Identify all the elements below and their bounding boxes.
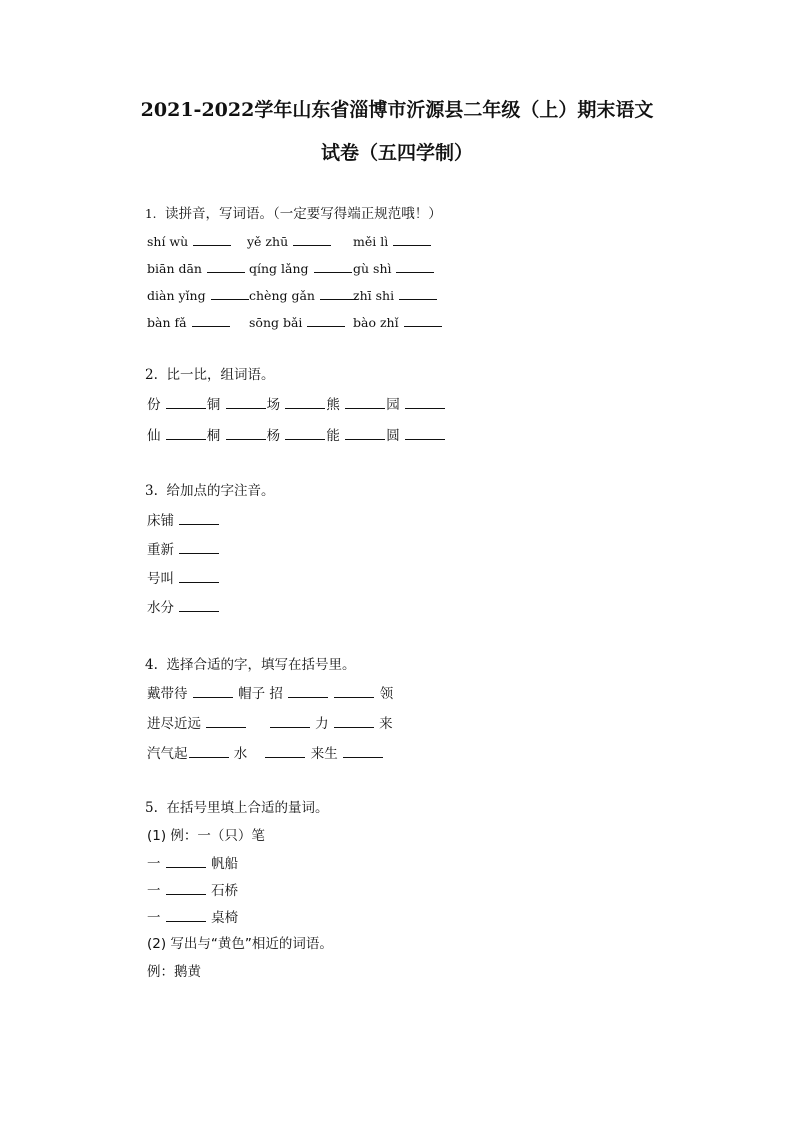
pinyin: shí wù xyxy=(147,234,189,249)
pinyin-item xyxy=(147,312,249,333)
pinyin: sōng bǎi xyxy=(249,315,303,330)
character: 仙 xyxy=(147,428,161,444)
word: 来生 xyxy=(310,746,338,762)
word: 桌椅 xyxy=(211,910,239,926)
answer-blank[interactable] xyxy=(166,853,206,868)
answer-blank[interactable] xyxy=(334,713,374,728)
character: 能 xyxy=(326,428,340,444)
answer-blank[interactable] xyxy=(226,394,266,409)
pinyin-row xyxy=(147,312,443,333)
answer-blank[interactable] xyxy=(405,394,445,409)
question-text: 比一比，组词语。 xyxy=(166,367,275,383)
answer-blank[interactable] xyxy=(192,312,230,327)
answer-blank[interactable] xyxy=(166,394,206,409)
measure-word-item xyxy=(147,880,238,901)
answer-blank[interactable] xyxy=(265,743,305,758)
answer-blank[interactable] xyxy=(179,510,219,525)
answer-blank[interactable] xyxy=(307,312,345,327)
pinyin-item xyxy=(353,231,432,252)
pinyin: qíng lǎng xyxy=(249,261,309,276)
example-text: 例：鹅黄 xyxy=(147,964,201,980)
choose-row xyxy=(147,683,393,704)
choice-chars: 汽气起 xyxy=(147,746,188,762)
answer-blank[interactable] xyxy=(285,425,325,440)
question-3-header xyxy=(145,481,274,501)
compare-row xyxy=(147,394,446,415)
phonetic-item xyxy=(147,539,220,560)
choice-chars: 戴带待 xyxy=(147,686,188,702)
pinyin: biān dān xyxy=(147,261,202,276)
answer-blank[interactable] xyxy=(288,683,328,698)
pinyin: bào zhǐ xyxy=(353,315,399,330)
measure-word-item xyxy=(147,853,238,874)
character: 杨 xyxy=(266,428,281,444)
answer-blank[interactable] xyxy=(293,231,331,246)
word: 重新 xyxy=(147,542,174,558)
character: 份 xyxy=(147,397,161,413)
answer-blank[interactable] xyxy=(396,258,434,273)
document-title-line1: 2021-2022学年山东省淄博市沂源县二年级（上）期末语文 xyxy=(140,99,654,121)
word: 领 xyxy=(379,686,394,702)
character: 桐 xyxy=(206,428,221,444)
answer-blank[interactable] xyxy=(343,743,383,758)
character: 圆 xyxy=(386,428,400,444)
answer-blank[interactable] xyxy=(166,880,206,895)
word: 水分 xyxy=(147,600,174,616)
document-title-line2: 试卷（五四学制） xyxy=(320,142,473,164)
sub-question-1: (1) 例：一（只）笔 xyxy=(147,828,265,844)
answer-blank[interactable] xyxy=(166,907,206,922)
answer-blank[interactable] xyxy=(189,743,229,758)
sub-question-2: (2) 写出与“黄色”相近的词语。 xyxy=(147,936,333,952)
choose-row xyxy=(147,713,393,734)
pinyin: chèng gǎn xyxy=(249,288,315,303)
measure-word-item xyxy=(147,907,238,928)
pinyin-item xyxy=(249,258,353,279)
answer-blank[interactable] xyxy=(207,258,245,273)
word: 一 xyxy=(147,910,161,926)
phonetic-item xyxy=(147,597,220,618)
answer-blank[interactable] xyxy=(334,683,374,698)
question-number: 4. xyxy=(145,657,158,673)
word: 力 xyxy=(315,716,329,732)
answer-blank[interactable] xyxy=(393,231,431,246)
choice-chars: 进尽近远 xyxy=(147,716,201,732)
answer-blank[interactable] xyxy=(314,258,352,273)
compare-row xyxy=(147,425,446,446)
word: 水 xyxy=(233,746,248,762)
pinyin-item xyxy=(249,312,353,333)
word: 帆船 xyxy=(211,856,239,872)
word: 帽子 xyxy=(238,686,266,702)
pinyin: zhī shi xyxy=(353,288,395,303)
pinyin-item xyxy=(247,231,353,252)
answer-blank[interactable] xyxy=(179,568,219,583)
question-text: 读拼音，写词语。（一定要写得端正规范哦！） xyxy=(165,206,442,222)
question-text: 给加点的字注音。 xyxy=(166,483,275,499)
pinyin-item xyxy=(353,285,438,306)
word: 号叫 xyxy=(147,571,174,587)
pinyin: bàn fǎ xyxy=(147,315,187,330)
answer-blank[interactable] xyxy=(193,231,231,246)
phonetic-item xyxy=(147,568,220,589)
question-text: 选择合适的字，填写在括号里。 xyxy=(166,657,356,673)
answer-blank[interactable] xyxy=(179,597,219,612)
answer-blank[interactable] xyxy=(193,683,233,698)
question-1-header xyxy=(145,204,442,224)
answer-blank[interactable] xyxy=(345,394,385,409)
pinyin: měi lì xyxy=(353,234,389,249)
answer-blank[interactable] xyxy=(226,425,266,440)
question-number: 5. xyxy=(145,800,158,816)
answer-blank[interactable] xyxy=(404,312,442,327)
answer-blank[interactable] xyxy=(166,425,206,440)
pinyin-row xyxy=(147,285,438,306)
word: 一 xyxy=(147,856,161,872)
pinyin-item xyxy=(353,258,435,279)
answer-blank[interactable] xyxy=(206,713,246,728)
character: 场 xyxy=(266,397,281,413)
answer-blank[interactable] xyxy=(345,425,385,440)
pinyin-item xyxy=(249,285,353,306)
answer-blank[interactable] xyxy=(405,425,445,440)
pinyin-item xyxy=(353,312,443,333)
character: 园 xyxy=(386,397,400,413)
pinyin-row xyxy=(147,231,432,252)
pinyin-item xyxy=(147,285,249,306)
question-number: 1. xyxy=(145,207,157,221)
word: 一 xyxy=(147,883,161,899)
question-text: 在括号里填上合适的量词。 xyxy=(166,800,329,816)
question-number: 2. xyxy=(145,367,158,383)
pinyin: yě zhū xyxy=(247,234,289,249)
character: 熊 xyxy=(326,397,340,413)
pinyin: gù shì xyxy=(353,261,392,276)
question-number: 3. xyxy=(145,483,158,499)
pinyin-row xyxy=(147,258,435,279)
pinyin-item xyxy=(147,258,249,279)
word: 石桥 xyxy=(211,883,239,899)
answer-blank[interactable] xyxy=(285,394,325,409)
word: 来 xyxy=(379,716,393,732)
answer-blank[interactable] xyxy=(399,285,437,300)
answer-blank[interactable] xyxy=(270,713,310,728)
pinyin: diàn yǐng xyxy=(147,288,206,303)
question-5-header xyxy=(145,798,328,818)
character: 铜 xyxy=(206,397,221,413)
answer-blank[interactable] xyxy=(179,539,219,554)
choose-row xyxy=(147,743,384,764)
phonetic-item xyxy=(147,510,220,531)
question-2-header xyxy=(145,365,274,385)
answer-blank[interactable] xyxy=(211,285,249,300)
pinyin-item xyxy=(147,231,247,252)
word: 招 xyxy=(269,686,283,702)
word: 床铺 xyxy=(147,513,174,529)
question-4-header xyxy=(145,655,355,675)
